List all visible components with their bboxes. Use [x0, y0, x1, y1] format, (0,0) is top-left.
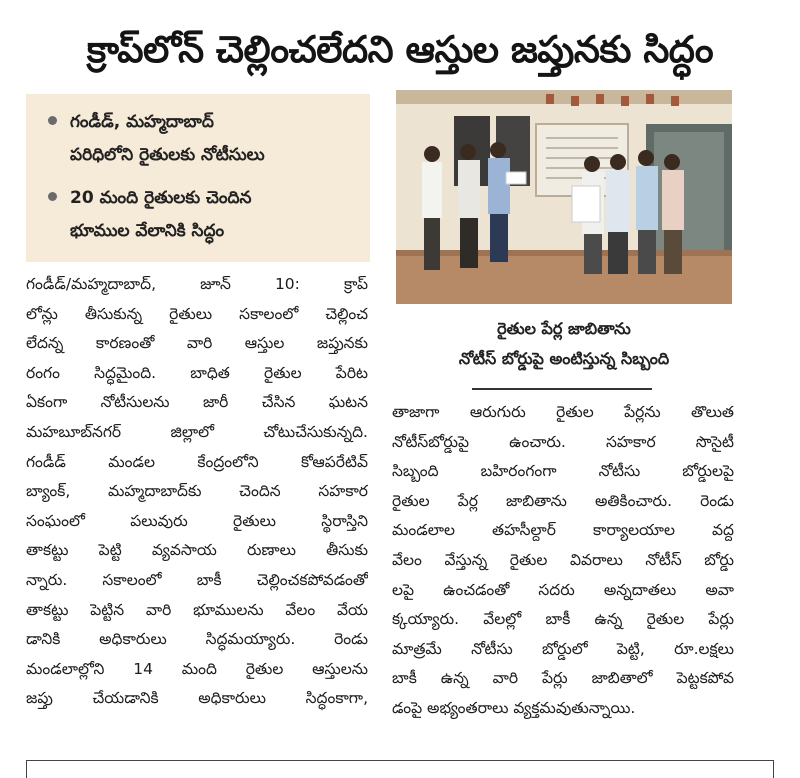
bottom-border-left: [26, 760, 27, 778]
article-line: సిబ్బంది బహిరంగంగా నోటీసు బోర్డులపై: [392, 462, 734, 481]
article-line: మండలాల తహసీల్దార్ కార్యాలయాల వద్ద: [392, 521, 734, 540]
article-line: తాజాగా ఆరుగురు రైతుల పేర్లను తొలుత: [392, 403, 734, 421]
article-left-column: [26, 270, 368, 714]
article-line: నోటీస్‌బోర్డుపై ఉంచారు. సహకార సొసైటీ: [392, 432, 734, 451]
bullet-icon: [48, 192, 57, 201]
article-line: మాత్రమే నోటీసు బోర్డులో పెట్టి, రూ.లక్షలు: [392, 639, 734, 658]
article-line: జప్తు చేయడానికి అధికారులు సిద్ధంకాగా,: [26, 689, 368, 708]
article-line: ఏకంగా నోటీసులను జారీ చేసిన ఘటన: [26, 393, 368, 412]
article-line: మండలాల్లోని 14 మంది రైతుల ఆస్తులను: [26, 659, 368, 678]
bottom-border: [26, 760, 774, 761]
caption-divider: [472, 388, 652, 390]
highlight-line: గండీడ్, మహ్మదాబాద్: [70, 112, 214, 132]
photo-illustration: [396, 90, 732, 304]
article-line: తాకట్టు పెట్టి వ్యవసాయ రుణాలు తీసుకు: [26, 541, 368, 560]
article-line: లోన్లు తీసుకున్న రైతులు సకాలంలో చెల్లించ: [26, 304, 368, 323]
article-line: బ్యాంక్, మహ్మదాబాద్‌కు చెందిన సహకార: [26, 482, 368, 501]
article-line: డానికి అధికారులు సిద్ధమయ్యారు. రెండు: [26, 630, 368, 649]
highlight-line: 20 మంది రైతులకు చెందిన: [70, 188, 252, 208]
article-line: గండీడ్/మహ్మదాబాద్, జూన్ 10: క్రాప్: [26, 275, 368, 293]
article-line: మహబూబ్‌నగర్ జిల్లాలో చోటుచేసుకున్నది.: [26, 422, 368, 441]
article-line: వేలం వేస్తున్న రైతుల వివరాలు నోటీస్ బోర్డు: [392, 550, 734, 569]
highlight-line: భూముల వేలానికి సిద్ధం: [70, 221, 225, 241]
highlight-line: పరిధిలోని రైతులకు నోటీసులు: [70, 145, 265, 165]
article-line: న్నారు. సకాలంలో బాకీ చెల్లించకపోవడంతో: [26, 570, 368, 589]
caption-line: రైతుల పేర్ల జాబితాను: [497, 319, 631, 338]
highlight-item: [46, 106, 362, 172]
news-photo: [396, 90, 732, 304]
article-line: రైతుల పేర్ల జాబితాను అతికించారు. రెండు: [392, 491, 734, 510]
article-line: బాకీ ఉన్న వారి పేర్లు జాబితాలో పెట్టకపోవ: [392, 669, 734, 688]
headline: క్రాప్‌లోన్ చెల్లించలేదని ఆస్తుల జప్తునకు సిద్ధం: [86, 28, 714, 71]
bottom-border-right: [773, 760, 774, 778]
article-line: తాకట్టు పెట్టిన వారి భూములను వేలం వేయ: [26, 600, 368, 619]
article-line: క్కయ్యారు. వేలల్లో బాకీ ఉన్న రైతుల పేర్లు: [392, 610, 734, 629]
highlight-item: [46, 182, 362, 248]
article-line: గండీడ్ మండల కేంద్రంలోని కోఆపరేటివ్: [26, 452, 368, 471]
article-line: లేదన్న కారణంతో వారి ఆస్తుల జప్తునకు: [26, 334, 368, 353]
article-line: లపై ఉంచడంతో సదరు అన్నదాతలు అవా: [392, 580, 734, 599]
article-right-column: [392, 398, 734, 724]
photo-caption: [396, 314, 732, 388]
highlights-box: [26, 94, 370, 262]
bullet-icon: [48, 116, 57, 125]
article-line: రంగం సిద్ధమైంది. బాధిత రైతుల పేరిట: [26, 363, 368, 382]
article-line: సంఘంలో పలువురు రైతులు స్థిరాస్తిని: [26, 511, 368, 530]
caption-line: నోటీస్ బోర్డుపై అంటిస్తున్న సిబ్బంది: [458, 349, 670, 368]
article-line: డంపై అభ్యంతరాలు వ్యక్తమవుతున్నాయి.: [392, 698, 636, 717]
